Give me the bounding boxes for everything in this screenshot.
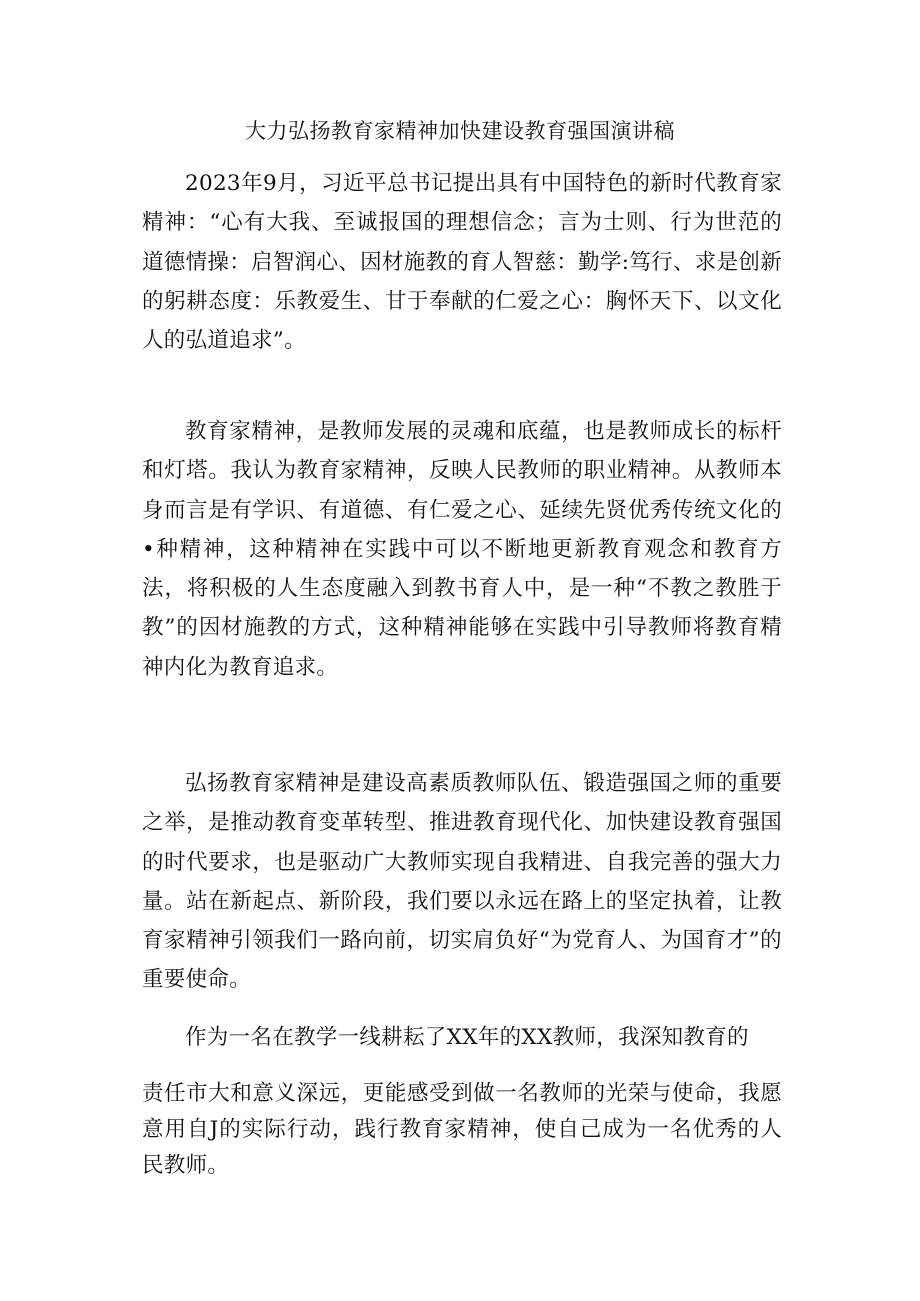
paragraph-3: 弘扬教育家精神是建设高素质教师队伍、锻造强国之师的重要之举，是推动教育变革转型、推进教育现代化、加快建设教育强国的时代要求，也是驱动广大教师实现自我精进、自我完善的强大力量。站在新起点、新阶段，我们要以永远在路上的坚定执着，让教育家精神引领我们一路向前，切实肩负好“为党育人、为国育才”的重要使命。 xyxy=(142,771,782,993)
paragraph-5: 责任市大和意义深远，更能感受到做一名教师的光荣与使命，我愿意用自J的实际行动，践行教育家精神，使自己成为一名优秀的人民教师。 xyxy=(142,1081,782,1178)
paragraph-4: 作为一名在教学一线耕耘了XX年的XX教师，我深知教育的 xyxy=(185,1025,749,1050)
paragraph-2: 教育家精神，是教师发展的灵魂和底蕴，也是教师成长的标杆和灯塔。我认为教育家精神，反映人民教师的职业精神。从教师本身而言是有学识、有道德、有仁爱之心、延续先贤优秀传统文化的•种精神，这种精神在实践中可以不断地更新教育观念和教育方法，将积极的人生态度融入到教书育人中，是一种“不教之教胜于教”的因材施教的方式，这种精神能够在实践中引导教师将教育精神内化为教育追求。 xyxy=(142,419,782,680)
paragraph-1: 2023年9月，习近平总书记提出具有中国特色的新时代教育家精神：“心有大我、至诚报国的理想信念；言为士则、行为世范的道德情操：启智润心、因材施教的育人智慈：勤学:笃行、求是创新的躬耕态度：乐教爱生、甘于奉献的仁爱之心：胸怀天下、以文化人的弘道追求”。 xyxy=(142,171,782,354)
document-title: 大力弘扬教育家精神加快建设教育强国演讲稿 xyxy=(245,119,675,143)
